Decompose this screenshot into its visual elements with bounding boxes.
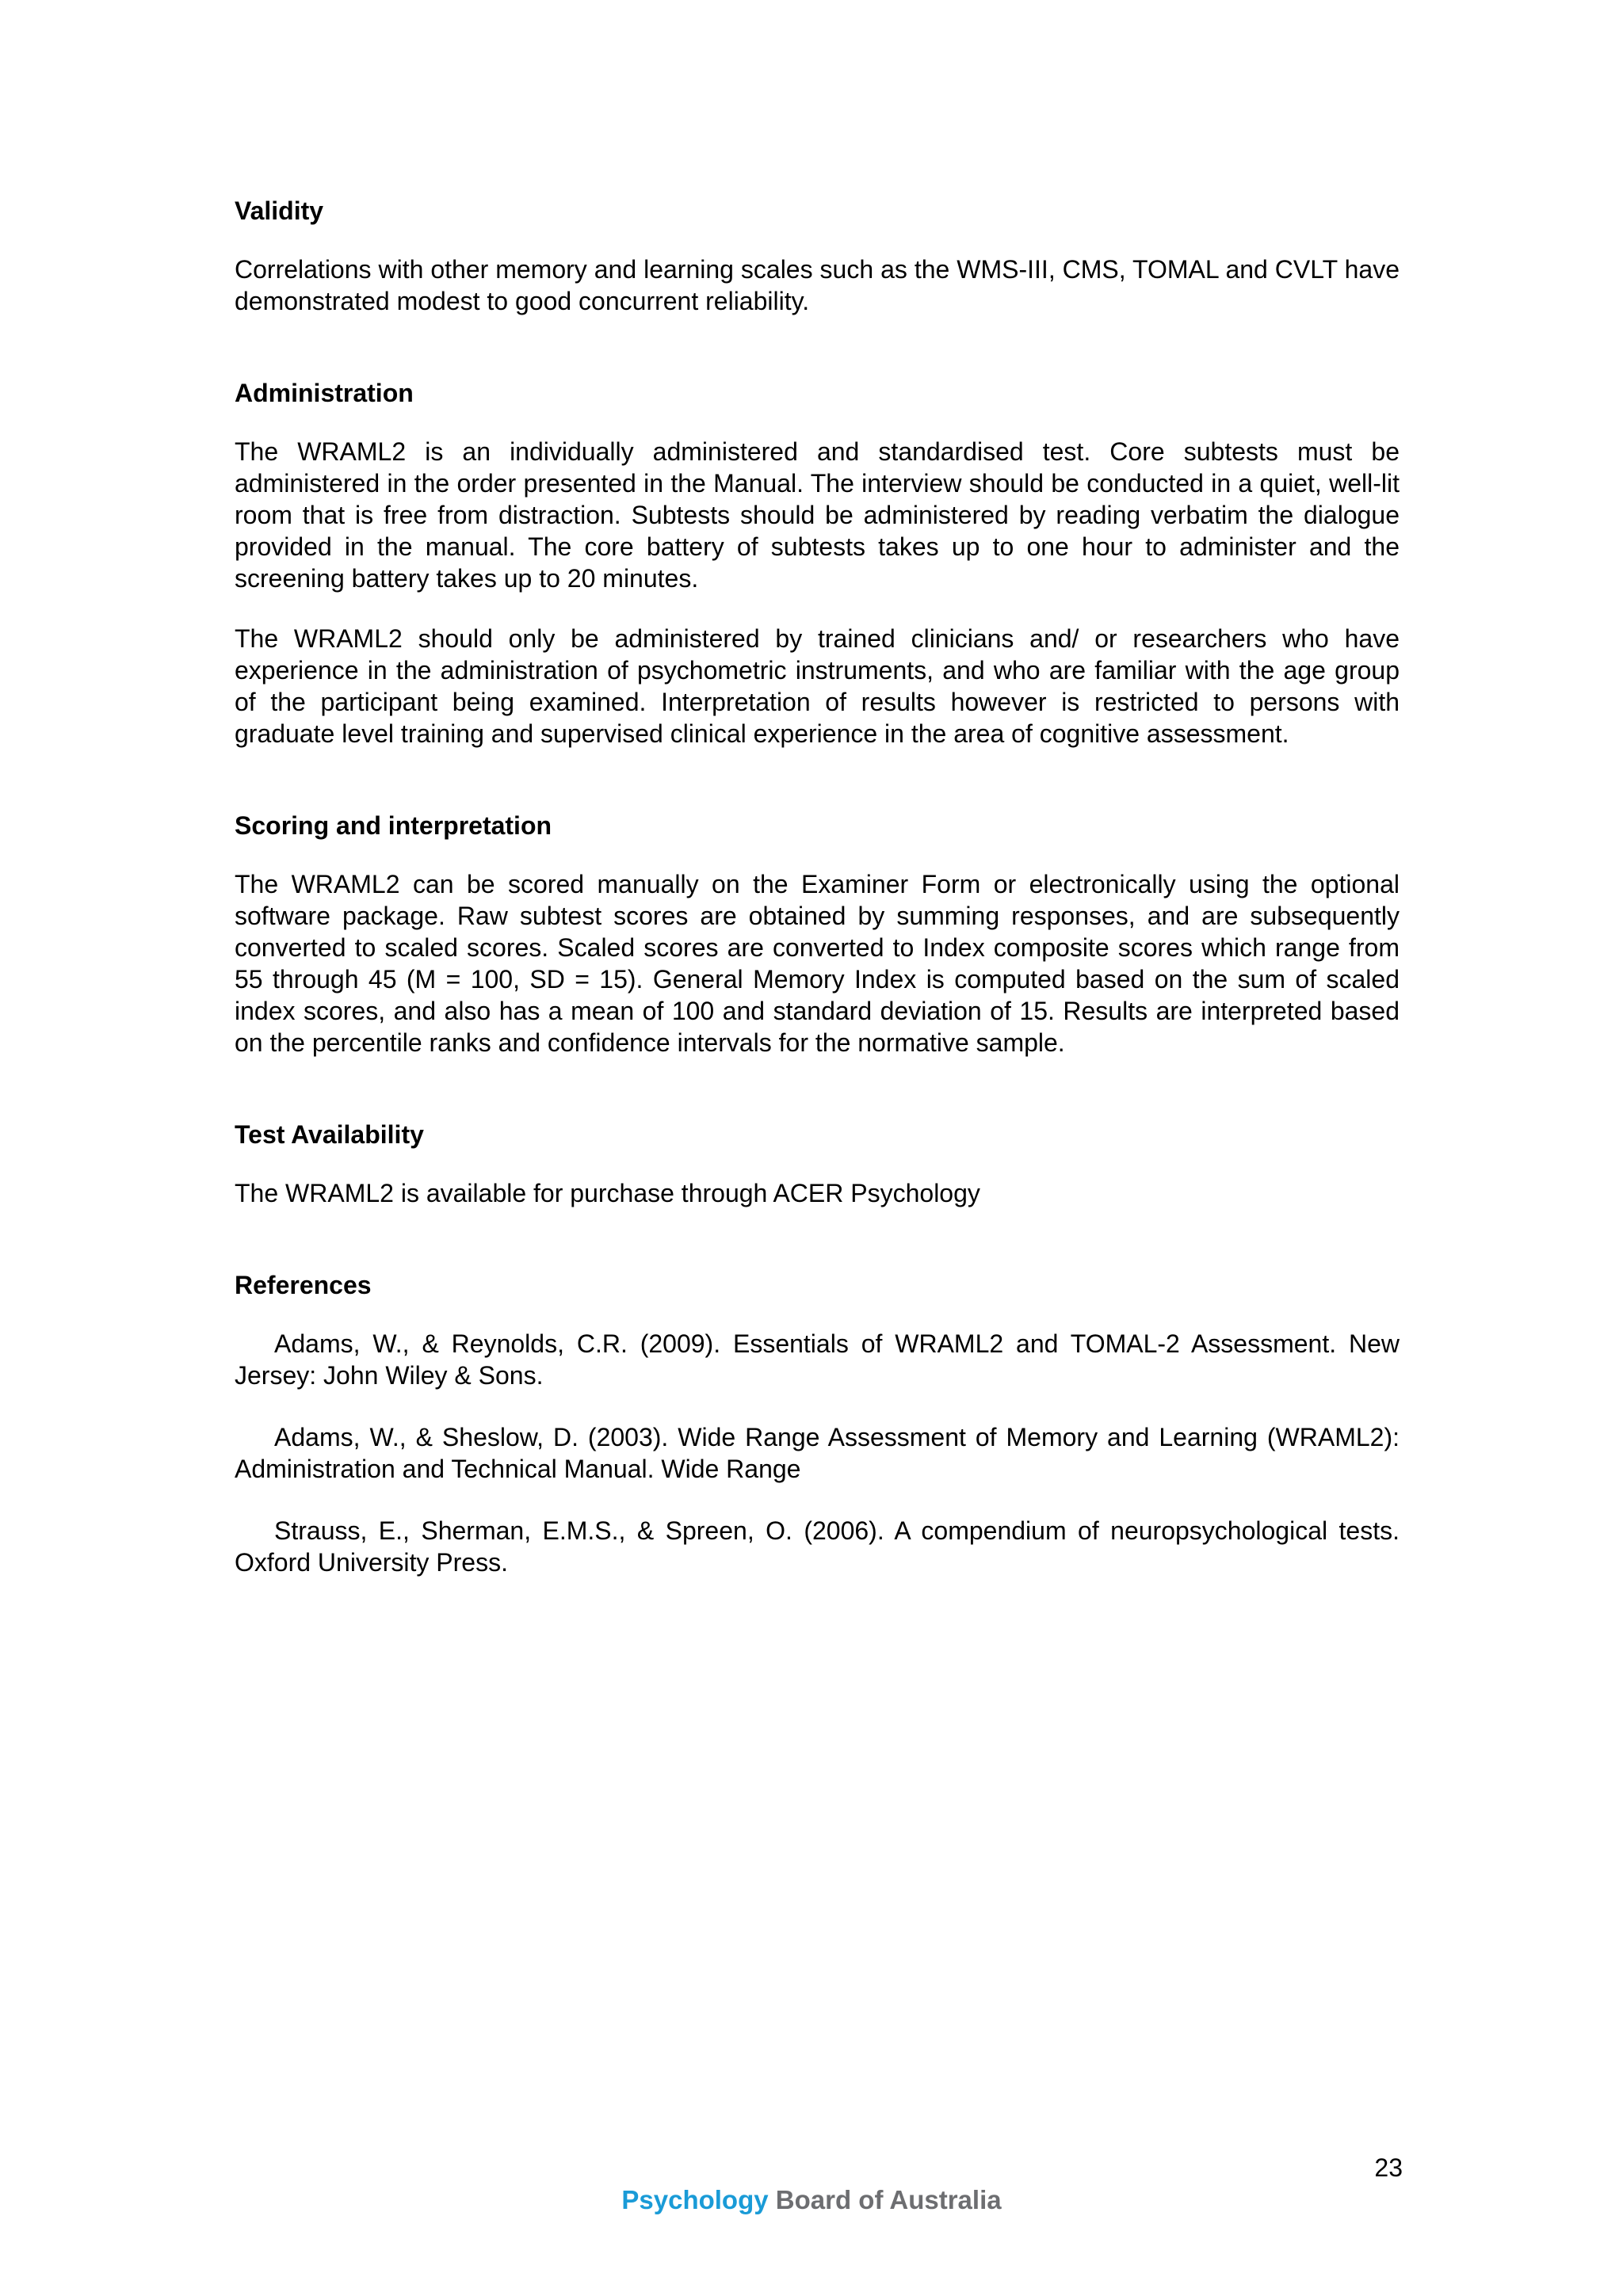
document-body: [235, 195, 1400, 1608]
administration-heading: Administration: [235, 379, 414, 407]
page-number: 23: [1374, 2153, 1403, 2182]
availability-heading: Test Availability: [235, 1120, 424, 1149]
validity-heading: Validity: [235, 196, 324, 225]
reference-item: Adams, W., & Reynolds, C.R. (2009). Essentials of WRAML2 and TOMAL-2 Assessment. New Jersey: John Wiley & Sons.: [235, 1329, 1400, 1390]
availability-paragraph: The WRAML2 is available for purchase through ACER Psychology: [235, 1179, 980, 1207]
reference-item: Strauss, E., Sherman, E.M.S., & Spreen, O. (2006). A compendium of neuropsychological tests. Oxford University Press.: [235, 1516, 1400, 1577]
footer-brand-accent: Psychology: [621, 2185, 769, 2214]
validity-paragraph: Correlations with other memory and learning scales such as the WMS-III, CMS, TOMAL and CVLT have demonstrated modest to good concurrent reliability.: [235, 255, 1400, 315]
scoring-paragraph: The WRAML2 can be scored manually on the Examiner Form or electronically using the optional software package. Raw subtest scores are obtained by summing responses, and are subsequently converted to scaled scores. Scaled scores are converted to Index composite scores which range from 55 through 45 (M = 100, SD = 15). General Memory Index is computed based on the sum of scaled index scores, and also has a mean of 100 and standard deviation of 15. Results are interpreted based on the percentile ranks and confidence intervals for the normative sample.: [235, 870, 1400, 1057]
footer-brand-rest: Board of Australia: [775, 2185, 1002, 2214]
references-heading: References: [235, 1271, 372, 1299]
footer-brand: [0, 2183, 1623, 2217]
scoring-heading: Scoring and interpretation: [235, 811, 552, 840]
reference-item: Adams, W., & Sheslow, D. (2003). Wide Range Assessment of Memory and Learning (WRAML2): Administration and Technical Manual. Wide Range: [235, 1423, 1400, 1483]
administration-paragraph: The WRAML2 should only be administered by trained clinicians and/ or researchers who have experience in the administration of psychometric instruments, and who are familiar with the age group of the participant being examined. Interpretation of results however is restricted to persons with graduate level training and supervised clinical experience in the area of cognitive assessment.: [235, 624, 1400, 748]
administration-paragraph: The WRAML2 is an individually administered and standardised test. Core subtests must be administered in the order presented in the Manual. The interview should be conducted in a quiet, well-lit room that is free from distraction. Subtests should be administered by reading verbatim the dialogue provided in the manual. The core battery of subtests takes up to one hour to administer and the screening battery takes up to 20 minutes.: [235, 437, 1400, 593]
